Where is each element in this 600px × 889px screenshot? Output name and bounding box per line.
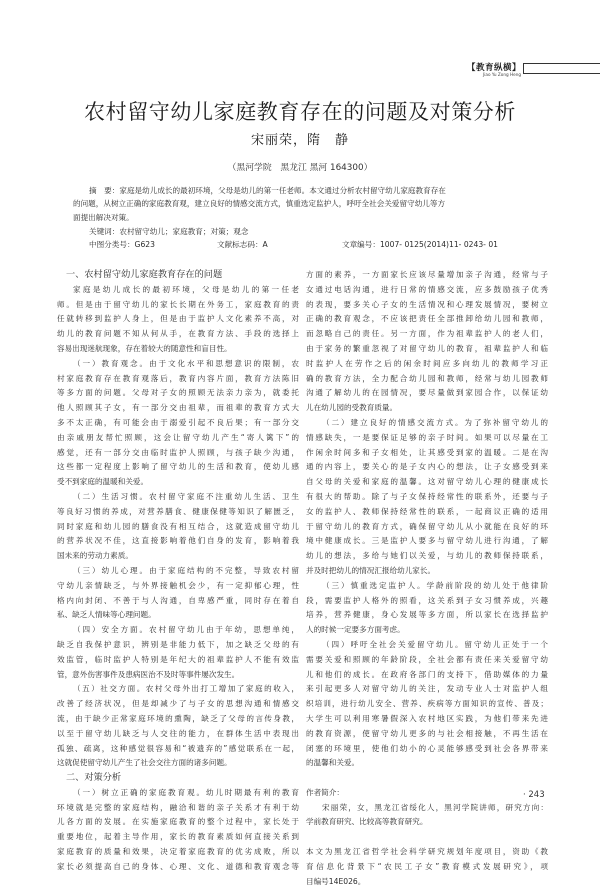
section-heading: 二、对策分析: [66, 772, 122, 784]
abstract-line: 面提出解决对策。: [73, 212, 134, 222]
text-line: 来引起更多人对留守幼儿的关注，发动专业人士对监护人组: [306, 684, 548, 694]
text-line: 方面的素养，一方面家长应该尽量增加亲子沟通，经常与子: [306, 270, 548, 279]
text-line: 有很大的帮助。除了与子女保持经常性的联系外，还要与子: [306, 491, 548, 501]
page-number: · 243: [523, 790, 545, 800]
text-line: 由亲戚朋友帮忙照顾，这会让留守幼儿产生“寄人篱下”的: [57, 432, 299, 442]
text-line: 受不到家庭的温暖和关爱。: [57, 477, 149, 487]
text-line: 家庭教育的质量和效果，决定着家庭教育的优劣成败，所以: [57, 847, 299, 857]
text-line: 确的教育方法，全力配合幼儿园和教师，经常与幼儿园教师: [306, 373, 548, 383]
text-line: 管，意外伤害事件及患病医治不及时等事件屡次发生。: [57, 669, 240, 679]
spacer: [306, 830, 548, 845]
text-line: （一）树立正确的家庭教育观。幼儿时期最有利的教育: [73, 787, 299, 797]
text-line: 以至于留守幼儿缺乏与人交往的能力，在群体生活中表现出: [57, 728, 299, 738]
text-line: 流，由于缺少正常家庭环境的熏陶，缺乏了父母的言传身教，: [57, 713, 299, 723]
text-line: 由于家务的繁重忽视了对留守幼儿的教育，祖辈监护人和临: [306, 343, 548, 353]
text-line: 孤独、疏离，这种感觉很容易和“被遗弃的”感觉联系在一起，: [57, 743, 299, 753]
text-line: 的教育资源，使留守幼儿更多的与社会相接触，不再生活在: [306, 728, 548, 738]
text-line: 织培训，进行幼儿安全、营养、疾病等方面知识的宣传、普及；: [306, 699, 548, 709]
text-line: （三）慎重选定监护人。学龄前阶段的幼儿处于他律阶: [322, 580, 548, 590]
text-line: 闭塞的环境里，使他们幼小的心灵能够感受到社会各界带来: [306, 743, 548, 753]
text-line: 正确的教育观念，不应该把责任全部推卸给幼儿园和教师，: [306, 314, 548, 324]
text-line: 守幼儿亲情缺乏，与外界接触机会少，有一定抑郁心理，性: [57, 580, 299, 590]
text-line: 环境就是完整的家庭结构，融洽和谐的亲子关系才有利于幼: [57, 802, 299, 812]
text-line: 家长必须提高自己的身体、心理、文化、道德和教育观念等: [57, 861, 299, 871]
body-right-column: [306, 268, 548, 889]
text-line: 目编号14E026。: [306, 876, 366, 886]
article-title: 农村留守幼儿家庭教育存在的问题及对策分析: [84, 100, 516, 124]
text-line: （四）安全方面。农村留守幼儿由于年幼，思想单纯，: [73, 625, 299, 635]
author-affiliation: （黑河学院 黑龙江 黑河 164300）: [227, 163, 373, 173]
abstract-line: 摘 要：家庭是幼儿成长的最初环境，父母是幼儿的第一任老师。本文通过分析农村留守幼儿家庭教育存在: [89, 186, 446, 195]
text-line: 作者简介：: [306, 787, 344, 797]
text-line: （二）建立良好的情感交流方式。为了弥补留守幼儿的: [322, 417, 548, 427]
text-line: 时监护人在劳作之后的闲余时间应多向幼儿的教师学习正: [306, 358, 548, 368]
text-line: 效监管，临时监护人特别是年纪大的祖辈监护人不能有效监: [57, 654, 299, 664]
text-line: （五）社交方面。农村父母外出打工增加了家庭的收入，: [73, 684, 299, 694]
text-line: 需要关爱和照顾的年龄阶段，全社会都有责任来关爱留守幼: [306, 654, 548, 664]
text-line: 段，需要监护人格外的照看，这关系到子女习惯养成，兴趣: [306, 595, 548, 605]
text-line: 幼儿的想法，多给与她们以关爱，与幼儿的教师保持联系，: [306, 551, 548, 561]
body-left-column: [57, 268, 299, 875]
text-line: 缺乏自我保护意识，辨别是非能力低下，加之缺乏父母的有: [57, 639, 299, 649]
text-line: 等良好习惯的养成，对营养膳食、健康保健等知识了解匮乏，: [57, 506, 299, 516]
clc-number: 中图分类号：G623: [89, 240, 155, 249]
text-line: 格内向封闭、不善于与人沟通，自卑感严重，同时存在着自: [57, 595, 299, 605]
section-pinyin: Jiao Yu Zong Heng: [482, 72, 522, 77]
text-line: 的温馨和关爱。: [306, 758, 360, 768]
text-line: 幼儿的教育问题不知从何从手，在教育方法、手段的选择上: [57, 329, 299, 339]
text-line: 女的监护人、教师保持经常性的联系，一起商议正确的适用: [306, 506, 548, 516]
text-line: 重要地位，起着主导作用，家长的教育素质如何直接关系到: [57, 832, 299, 842]
text-line: 女通过电话沟通，进行日常的情感交流，应多鼓励孩子优秀: [306, 284, 548, 294]
text-line: （四）呼吁全社会关爱留守幼儿。留守幼儿正处于一个: [322, 639, 548, 649]
text-line: 容易出现迷航现象，存在着较大的随意性和盲目性。: [57, 343, 232, 353]
document-code: 文献标志码：A: [217, 240, 268, 249]
text-line: 改善了经济状况，但是却减少了与子女的思想沟通和情感交: [57, 699, 299, 709]
text-line: 儿各方面的发展。在实施家庭教育的整个过程中，家长处于: [57, 817, 299, 827]
text-line: （三）幼儿心理。由于家庭结构的不完整，导致农村留: [73, 565, 299, 575]
article-authors: 宋丽荣，隋 静: [250, 133, 349, 148]
text-line: 自父母的关爱和家庭的温馨。这对留守幼儿心理的健康成长: [306, 477, 548, 487]
spacer: [306, 771, 548, 786]
section-heading: 一、农村留守幼儿家庭教育存在的问题: [66, 269, 223, 280]
text-line: 培养，营养健康，身心发展等多方面，所以家长在选择监护: [306, 610, 548, 620]
text-line: （一）教育观念。由于文化水平和思想意识的限制，农: [73, 358, 299, 368]
article-number: 文章编号：1007- 0125(2014)11- 0243- 01: [342, 240, 498, 249]
abstract-block: [73, 184, 533, 224]
text-line: 他人照顾其子女，有一部分交由祖辈，而祖辈的教育方式大: [57, 403, 299, 413]
keywords: 关键词：农村留守幼儿；家庭教育；对策；观念: [89, 227, 249, 236]
text-line: 儿在幼儿园的受教育质量。: [306, 403, 398, 413]
section-header: [467, 63, 521, 78]
text-line: 感觉，还有一部分交由临时监护人照顾，与孩子缺少沟通，: [57, 447, 299, 457]
text-line: 的营养状况不佳，这直接影响着他们自身的发育，影响着我: [57, 536, 299, 546]
section-name: 【教育纵横】: [467, 63, 522, 73]
text-line: （二）生活习惯。农村留守家庭不注重幼儿生活、卫生: [73, 491, 299, 501]
text-line: 而忽略自己的责任。另一方面，作为祖辈监护人的老人们，: [306, 329, 548, 339]
text-line: 作闲余时间多和子女相处，让其感受到家的温暖。二是在沟: [306, 447, 548, 457]
text-line: 这些都一定程度上影响了留守幼儿的生活和教育，使幼儿感: [57, 462, 299, 472]
text-line: 沟通了解幼儿的在园情况，要尽量做到家园合作，以保证幼: [306, 388, 548, 398]
text-line: 境中健康成长。三是监护人要多与留守幼儿进行沟通，了解: [306, 536, 548, 546]
text-line: 师。但是由于留守幼儿的家长长期在外务工，家庭教育的责: [57, 299, 299, 309]
text-line: 人的时候一定要多方面考虑。: [306, 625, 405, 635]
text-line: 等多方面的问题。父母对子女的照顾无法亲力亲为，就委托: [57, 388, 299, 398]
text-line: 育信息化背景下“农民工子女”教育模式发展研究》，项: [306, 861, 548, 871]
text-line: 这就促使留守幼儿产生了社会交往方面的诸多问题。: [57, 758, 232, 768]
text-line: 情感缺失，一是要保证足够的亲子时间。如果可以尽量在工: [306, 432, 548, 442]
text-line: 同时家庭和幼儿园的膳食没有相互结合，这就造成留守幼儿: [57, 521, 299, 531]
text-line: 大学生可以利用寒暑假深入农村地区实践，为他们带来先进: [306, 713, 548, 723]
abstract-line: 的问题，从树立正确的家庭教育观，建立良好的情感交流方式，慎重选定监护人，呼吁全社会关爱留守幼儿等方: [73, 199, 446, 209]
text-line: 通的内容上，要关心的是子女内心的想法，让子女感受到来: [306, 462, 548, 472]
text-line: 的表现，要多关心子女的生活情况和心理发展情况，要树立: [306, 299, 548, 309]
text-line: 儿和他们的成长。在政府各部门的支持下，借助媒体的力量: [306, 669, 548, 679]
text-line: 国未来的劳动力素质。: [57, 551, 133, 561]
text-line: 多不太正确，有可能会由于溺爱引起不良后果；有一部分交: [57, 417, 299, 427]
text-line: 并及时把幼儿的情况汇报给幼儿家长。: [306, 565, 436, 575]
text-line: 任就转移到监护人身上，但是由于监护人文化素养不高，对: [57, 314, 299, 324]
text-line: 家庭是幼儿成长的最初环境，父母是幼儿的第一任老: [73, 284, 299, 294]
text-line: 于留守幼儿的教育方式，确保留守幼儿从小就能在良好的环: [306, 521, 548, 531]
text-line: 本文为黑龙江省哲学社会科学研究规划年度项目，资助《教: [306, 847, 548, 857]
text-line: 宋丽荣，女，黑龙江省绥化人，黑河学院讲师，研究方向：: [322, 802, 548, 812]
text-line: 学前教育研究、比较高等教育研究。: [306, 817, 428, 827]
header-rule-box: [523, 63, 600, 74]
text-line: 村家庭教育存在教育观落后，教育内容片面，教育方法陈旧: [57, 373, 299, 383]
text-line: 私、缺乏人情味等心理问题。: [57, 610, 156, 620]
